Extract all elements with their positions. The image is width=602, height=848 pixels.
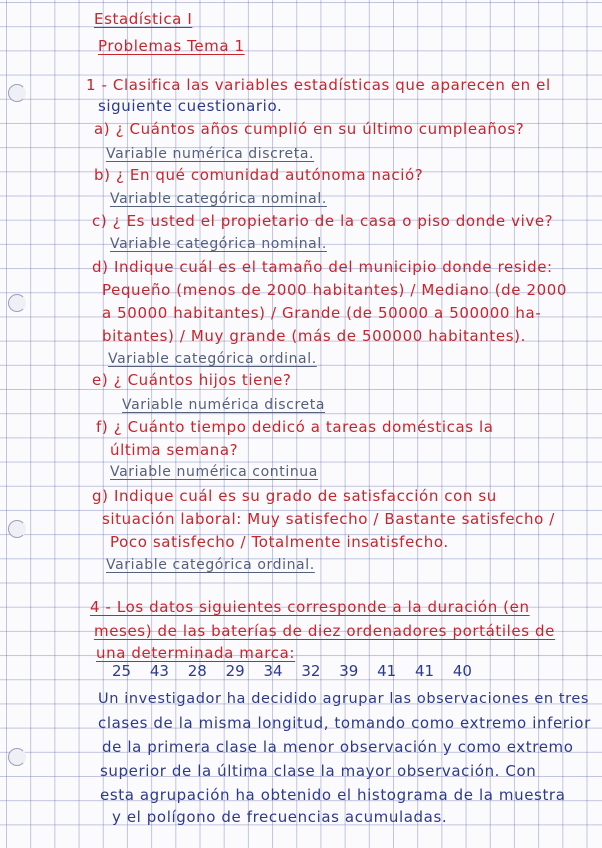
question-d: bitantes) / Muy grande (más de 500000 habitantes). bbox=[102, 327, 526, 345]
page-title: Estadística I bbox=[94, 10, 193, 28]
question-e: e) ¿ Cuántos hijos tiene? bbox=[92, 371, 292, 389]
problem-4-text: Un investigador ha decidido agrupar las observaciones en tres bbox=[98, 691, 590, 707]
question-g: situación laboral: Muy satisfecho / Bastante satisfecho / bbox=[102, 510, 555, 528]
question-f: f) ¿ Cuánto tiempo dedicó a tareas domésticas la bbox=[96, 418, 494, 436]
answer-d: Variable categórica ordinal. bbox=[108, 351, 317, 367]
data-value: 41 bbox=[377, 662, 397, 680]
data-value: 40 bbox=[452, 662, 472, 680]
answer-b: Variable categórica nominal. bbox=[110, 191, 327, 207]
data-value: 29 bbox=[225, 662, 245, 680]
data-value: 25 bbox=[112, 662, 132, 680]
answer-a: Variable numérica discreta. bbox=[106, 146, 315, 162]
problem-4-statement: meses) de las baterías de diez ordenadores portátiles de bbox=[94, 622, 555, 640]
data-values-row bbox=[112, 662, 472, 680]
data-value: 32 bbox=[301, 662, 321, 680]
data-value: 34 bbox=[263, 662, 283, 680]
answer-g: Variable categórica ordinal. bbox=[106, 557, 315, 573]
data-value: 43 bbox=[149, 662, 169, 680]
data-value: 28 bbox=[187, 662, 207, 680]
problem-4-text: clases de la misma longitud, tomando como extremo inferior bbox=[98, 714, 591, 732]
data-value: 41 bbox=[415, 662, 435, 680]
answer-e: Variable numérica discreta bbox=[122, 397, 326, 413]
problem-4-text: de la primera clase la menor observación y como extremo bbox=[102, 738, 574, 756]
question-a: a) ¿ Cuántos años cumplió en su último cumpleaños? bbox=[94, 120, 525, 138]
problem-4-text: esta agrupación ha obtenido el histograma de la muestra bbox=[100, 786, 566, 804]
question-f: última semana? bbox=[110, 441, 239, 459]
question-g: Poco satisfecho / Totalmente insatisfecho. bbox=[110, 533, 449, 551]
binder-hole bbox=[8, 748, 26, 766]
question-d: a 50000 habitantes) / Grande (de 50000 a 500000 ha- bbox=[102, 304, 542, 322]
problem-4-statement: 4 - Los datos siguientes corresponde a la duración (en bbox=[90, 598, 530, 616]
problem-4-text: superior de la última clase la mayor observación. Con bbox=[100, 762, 537, 780]
binder-hole bbox=[8, 84, 26, 102]
question-c: c) ¿ Es usted el propietario de la casa o piso donde vive? bbox=[92, 212, 554, 230]
question-d: d) Indique cuál es el tamaño del municipio donde reside: bbox=[92, 258, 553, 276]
data-value: 39 bbox=[339, 662, 359, 680]
problem-1-intro: 1 - Clasifica las variables estadísticas que aparecen en el bbox=[86, 76, 551, 94]
answer-f: Variable numérica continua bbox=[110, 464, 318, 480]
question-b: b) ¿ En qué comunidad autónoma nació? bbox=[94, 166, 424, 184]
problem-4-statement: una determinada marca: bbox=[96, 644, 296, 662]
problem-1-intro: siguiente cuestionario. bbox=[98, 97, 283, 115]
binder-hole bbox=[8, 520, 26, 538]
problem-4-text: y el polígono de frecuencias acumuladas. bbox=[112, 808, 448, 826]
binder-hole bbox=[8, 294, 26, 312]
question-g: g) Indique cuál es su grado de satisfacción con su bbox=[92, 487, 497, 505]
question-d: Pequeño (menos de 2000 habitantes) / Mediano (de 2000 bbox=[102, 281, 568, 299]
answer-c: Variable categórica nominal. bbox=[110, 236, 327, 252]
page-subtitle: Problemas Tema 1 bbox=[98, 37, 245, 55]
